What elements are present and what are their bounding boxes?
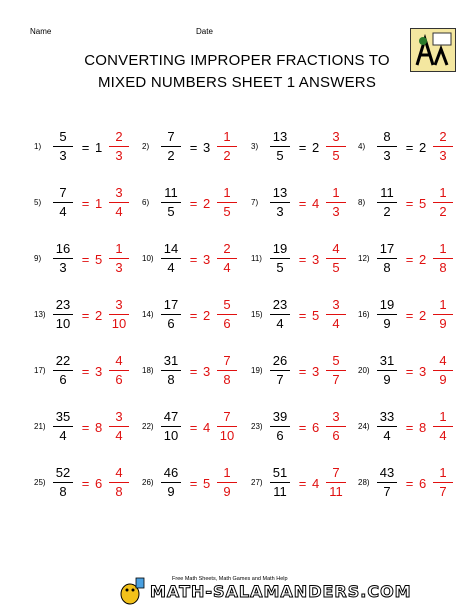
- fraction-denominator: 9: [439, 372, 447, 387]
- fraction-denominator: 4: [59, 204, 67, 219]
- improper-fraction: [374, 128, 400, 165]
- problem-number: 24): [358, 422, 370, 431]
- equals-whole: = 1: [81, 196, 103, 211]
- fraction-denominator: 5: [276, 148, 284, 163]
- whole-number: 4: [202, 420, 211, 435]
- improper-fraction: [267, 352, 293, 389]
- improper-fraction: [158, 296, 184, 333]
- fraction-numerator: 8: [383, 129, 391, 144]
- improper-fraction: [267, 184, 293, 221]
- problem-number: 17): [34, 366, 46, 375]
- equals-whole: = 2: [405, 252, 427, 267]
- problem-number: 6): [142, 198, 150, 207]
- fraction-numerator: 51: [272, 465, 288, 480]
- equals-whole: = 8: [405, 420, 427, 435]
- fraction-numerator: 26: [272, 353, 288, 368]
- whole-number: 3: [311, 364, 320, 379]
- answer-fraction: [106, 464, 132, 501]
- whole-number: 5: [418, 196, 427, 211]
- problem-number: 14): [142, 310, 154, 319]
- problem-row: [0, 352, 474, 394]
- fraction-numerator: 2: [115, 129, 123, 144]
- fraction-numerator: 3: [332, 409, 340, 424]
- fraction-numerator: 1: [439, 409, 447, 424]
- answer-fraction: [430, 464, 456, 501]
- fraction-denominator: 5: [332, 148, 340, 163]
- improper-fraction: [50, 408, 76, 445]
- fraction-numerator: 3: [332, 297, 340, 312]
- fraction-denominator: 2: [223, 148, 231, 163]
- fraction-denominator: 8: [223, 372, 231, 387]
- fraction-denominator: 8: [383, 260, 391, 275]
- improper-fraction: [50, 464, 76, 501]
- improper-fraction: [374, 464, 400, 501]
- problem-number: 7): [251, 198, 259, 207]
- fraction-denominator: 4: [276, 316, 284, 331]
- improper-fraction: [267, 464, 293, 501]
- fraction-numerator: 52: [55, 465, 71, 480]
- fraction-denominator: 7: [332, 372, 340, 387]
- equals-whole: = 3: [189, 252, 211, 267]
- fraction-numerator: 1: [439, 241, 447, 256]
- whole-number: 4: [311, 196, 320, 211]
- footer: [0, 572, 474, 607]
- salamander-logo-icon: [410, 28, 456, 72]
- fraction-numerator: 3: [115, 185, 123, 200]
- fraction-denominator: 4: [383, 428, 391, 443]
- whole-number: 5: [311, 308, 320, 323]
- fraction-denominator: 10: [219, 428, 235, 443]
- date-label: Date: [196, 27, 213, 36]
- whole-number: 6: [94, 476, 103, 491]
- fraction-numerator: 4: [439, 353, 447, 368]
- whole-number: 6: [418, 476, 427, 491]
- fraction-denominator: 3: [276, 204, 284, 219]
- answer-fraction: [430, 184, 456, 221]
- fraction-denominator: 5: [332, 260, 340, 275]
- problem-row: [0, 184, 474, 226]
- whole-number: 3: [202, 252, 211, 267]
- answer-fraction: [106, 128, 132, 165]
- problem-number: 19): [251, 366, 263, 375]
- whole-number: 4: [311, 476, 320, 491]
- fraction-denominator: 6: [223, 316, 231, 331]
- whole-number: 3: [418, 364, 427, 379]
- fraction-denominator: 4: [223, 260, 231, 275]
- fraction-numerator: 13: [272, 129, 288, 144]
- fraction-numerator: 31: [379, 353, 395, 368]
- equals-whole: = 3: [298, 364, 320, 379]
- fraction-numerator: 1: [223, 129, 231, 144]
- whole-number: 2: [311, 140, 320, 155]
- answer-fraction: [323, 240, 349, 277]
- fraction-denominator: 8: [167, 372, 175, 387]
- equals-whole: = 2: [81, 308, 103, 323]
- fraction-denominator: 3: [115, 148, 123, 163]
- fraction-denominator: 6: [332, 428, 340, 443]
- problem-row: [0, 408, 474, 450]
- improper-fraction: [158, 184, 184, 221]
- equals-whole: = 5: [405, 196, 427, 211]
- problem-number: 8): [358, 198, 366, 207]
- fraction-numerator: 17: [163, 297, 179, 312]
- whole-number: 1: [94, 196, 103, 211]
- fraction-denominator: 6: [59, 372, 67, 387]
- fraction-denominator: 8: [115, 484, 123, 499]
- fraction-numerator: 2: [223, 241, 231, 256]
- equals-whole: = 6: [405, 476, 427, 491]
- fraction-numerator: 4: [332, 241, 340, 256]
- answer-fraction: [214, 408, 240, 445]
- fraction-numerator: 3: [115, 409, 123, 424]
- fraction-denominator: 2: [383, 204, 391, 219]
- whole-number: 2: [418, 308, 427, 323]
- whole-number: 5: [202, 476, 211, 491]
- fraction-numerator: 5: [223, 297, 231, 312]
- salamander-mascot-icon: [118, 576, 146, 606]
- fraction-denominator: 7: [439, 484, 447, 499]
- improper-fraction: [158, 240, 184, 277]
- equals-whole: = 1: [81, 140, 103, 155]
- equals-whole: = 5: [298, 308, 320, 323]
- fraction-numerator: 7: [223, 353, 231, 368]
- problem-row: [0, 128, 474, 170]
- answer-fraction: [430, 296, 456, 333]
- whole-number: 2: [418, 252, 427, 267]
- equals-whole: = 5: [189, 476, 211, 491]
- equals-whole: = 4: [298, 196, 320, 211]
- fraction-denominator: 3: [59, 260, 67, 275]
- answer-fraction: [430, 408, 456, 445]
- answer-fraction: [106, 352, 132, 389]
- whole-number: 6: [311, 420, 320, 435]
- fraction-denominator: 5: [276, 260, 284, 275]
- problem-number: 4): [358, 142, 366, 151]
- fraction-denominator: 4: [167, 260, 175, 275]
- fraction-numerator: 1: [332, 185, 340, 200]
- fraction-denominator: 4: [332, 316, 340, 331]
- problem-number: 12): [358, 254, 370, 263]
- answer-fraction: [214, 296, 240, 333]
- improper-fraction: [374, 408, 400, 445]
- equals-whole: = 6: [81, 476, 103, 491]
- fraction-numerator: 4: [115, 353, 123, 368]
- page-title-line2: MIXED NUMBERS SHEET 1 ANSWERS: [97, 74, 377, 91]
- fraction-numerator: 19: [272, 241, 288, 256]
- answer-fraction: [106, 184, 132, 221]
- fraction-numerator: 16: [55, 241, 71, 256]
- answer-fraction: [106, 240, 132, 277]
- fraction-numerator: 35: [55, 409, 71, 424]
- fraction-numerator: 1: [223, 185, 231, 200]
- answer-fraction: [430, 352, 456, 389]
- improper-fraction: [267, 296, 293, 333]
- answer-fraction: [430, 128, 456, 165]
- whole-number: 2: [94, 308, 103, 323]
- fraction-denominator: 2: [167, 148, 175, 163]
- equals-whole: = 3: [298, 252, 320, 267]
- improper-fraction: [50, 296, 76, 333]
- problem-number: 25): [34, 478, 46, 487]
- equals-whole: = 2: [405, 308, 427, 323]
- problem-number: 23): [251, 422, 263, 431]
- problem-number: 16): [358, 310, 370, 319]
- problem-number: 15): [251, 310, 263, 319]
- equals-whole: = 3: [189, 364, 211, 379]
- fraction-denominator: 5: [167, 204, 175, 219]
- fraction-denominator: 7: [383, 484, 391, 499]
- answer-fraction: [323, 408, 349, 445]
- problem-number: 5): [34, 198, 42, 207]
- fraction-denominator: 4: [115, 428, 123, 443]
- equals-whole: = 3: [189, 140, 211, 155]
- equals-whole: = 3: [405, 364, 427, 379]
- problem-number: 3): [251, 142, 259, 151]
- name-label: Name: [30, 27, 52, 36]
- improper-fraction: [158, 464, 184, 501]
- equals-whole: = 4: [189, 420, 211, 435]
- whole-number: 8: [94, 420, 103, 435]
- answer-fraction: [323, 352, 349, 389]
- fraction-numerator: 31: [163, 353, 179, 368]
- fraction-numerator: 17: [379, 241, 395, 256]
- fraction-numerator: 39: [272, 409, 288, 424]
- answer-fraction: [106, 408, 132, 445]
- answer-fraction: [323, 296, 349, 333]
- fraction-denominator: 8: [59, 484, 67, 499]
- whole-number: 8: [418, 420, 427, 435]
- fraction-numerator: 13: [272, 185, 288, 200]
- fraction-numerator: 3: [332, 129, 340, 144]
- whole-number: 2: [202, 308, 211, 323]
- fraction-denominator: 3: [59, 148, 67, 163]
- improper-fraction: [374, 240, 400, 277]
- answer-fraction: [214, 184, 240, 221]
- fraction-numerator: 19: [379, 297, 395, 312]
- answer-fraction: [214, 128, 240, 165]
- improper-fraction: [374, 184, 400, 221]
- fraction-denominator: 8: [439, 260, 447, 275]
- fraction-numerator: 1: [115, 241, 123, 256]
- footer-logo-text: MATH-SALAMANDERS.COM: [150, 582, 412, 601]
- problem-number: 18): [142, 366, 154, 375]
- improper-fraction: [50, 240, 76, 277]
- equals-whole: = 2: [298, 140, 320, 155]
- fraction-denominator: 4: [115, 204, 123, 219]
- equals-whole: = 2: [189, 196, 211, 211]
- whole-number: 3: [94, 364, 103, 379]
- fraction-numerator: 5: [59, 129, 67, 144]
- problem-number: 20): [358, 366, 370, 375]
- whole-number: 3: [202, 364, 211, 379]
- answer-fraction: [214, 352, 240, 389]
- problem-row: [0, 240, 474, 282]
- problem-number: 28): [358, 478, 370, 487]
- fraction-numerator: 2: [439, 129, 447, 144]
- answer-fraction: [106, 296, 132, 333]
- fraction-numerator: 47: [163, 409, 179, 424]
- improper-fraction: [50, 184, 76, 221]
- answer-fraction: [214, 240, 240, 277]
- fraction-numerator: 1: [439, 297, 447, 312]
- improper-fraction: [374, 352, 400, 389]
- fraction-denominator: 2: [439, 204, 447, 219]
- fraction-numerator: 43: [379, 465, 395, 480]
- problem-number: 2): [142, 142, 150, 151]
- equals-whole: = 2: [405, 140, 427, 155]
- problem-number: 1): [34, 142, 42, 151]
- equals-whole: = 5: [81, 252, 103, 267]
- whole-number: 5: [94, 252, 103, 267]
- problem-number: 26): [142, 478, 154, 487]
- improper-fraction: [374, 296, 400, 333]
- fraction-numerator: 7: [223, 409, 231, 424]
- fraction-numerator: 4: [115, 465, 123, 480]
- whole-number: 2: [202, 196, 211, 211]
- answer-fraction: [214, 464, 240, 501]
- equals-whole: = 8: [81, 420, 103, 435]
- fraction-denominator: 10: [163, 428, 179, 443]
- fraction-numerator: 1: [439, 465, 447, 480]
- improper-fraction: [158, 128, 184, 165]
- fraction-denominator: 9: [383, 316, 391, 331]
- fraction-denominator: 3: [115, 260, 123, 275]
- answer-fraction: [430, 240, 456, 277]
- equals-whole: = 4: [298, 476, 320, 491]
- answer-fraction: [323, 128, 349, 165]
- fraction-denominator: 5: [223, 204, 231, 219]
- problem-row: [0, 464, 474, 506]
- fraction-numerator: 22: [55, 353, 71, 368]
- fraction-numerator: 11: [164, 185, 178, 200]
- whole-number: 3: [202, 140, 211, 155]
- problem-number: 27): [251, 478, 263, 487]
- fraction-denominator: 9: [167, 484, 175, 499]
- problem-number: 11): [251, 254, 262, 263]
- equals-whole: = 6: [298, 420, 320, 435]
- fraction-denominator: 11: [329, 484, 343, 499]
- problem-row: [0, 296, 474, 338]
- fraction-numerator: 3: [115, 297, 123, 312]
- fraction-denominator: 7: [276, 372, 284, 387]
- answer-fraction: [323, 184, 349, 221]
- improper-fraction: [158, 352, 184, 389]
- fraction-numerator: 5: [332, 353, 340, 368]
- improper-fraction: [50, 352, 76, 389]
- whole-number: 3: [311, 252, 320, 267]
- fraction-numerator: 1: [439, 185, 447, 200]
- fraction-numerator: 7: [59, 185, 67, 200]
- improper-fraction: [267, 240, 293, 277]
- fraction-denominator: 3: [439, 148, 447, 163]
- page-title-line1: CONVERTING IMPROPER FRACTIONS TO: [84, 52, 390, 69]
- whole-number: 2: [418, 140, 427, 155]
- fraction-denominator: 6: [276, 428, 284, 443]
- fraction-denominator: 10: [55, 316, 71, 331]
- problem-number: 21): [34, 422, 46, 431]
- fraction-numerator: 11: [380, 185, 394, 200]
- equals-whole: = 3: [81, 364, 103, 379]
- fraction-denominator: 9: [383, 372, 391, 387]
- equals-whole: = 2: [189, 308, 211, 323]
- problem-number: 9): [34, 254, 42, 263]
- improper-fraction: [267, 408, 293, 445]
- fraction-denominator: 10: [111, 316, 127, 331]
- improper-fraction: [158, 408, 184, 445]
- fraction-numerator: 33: [379, 409, 395, 424]
- fraction-numerator: 23: [55, 297, 71, 312]
- fraction-denominator: 4: [59, 428, 67, 443]
- fraction-numerator: 7: [332, 465, 340, 480]
- problem-number: 22): [142, 422, 154, 431]
- fraction-denominator: 4: [439, 428, 447, 443]
- fraction-numerator: 7: [167, 129, 175, 144]
- fraction-denominator: 6: [115, 372, 123, 387]
- answer-fraction: [323, 464, 349, 501]
- problem-number: 10): [142, 254, 154, 263]
- problem-number: 13): [34, 310, 46, 319]
- fraction-denominator: 11: [273, 484, 287, 499]
- fraction-numerator: 14: [163, 241, 179, 256]
- fraction-denominator: 3: [383, 148, 391, 163]
- footer-tagline: Free Math Sheets, Math Games and Math Help: [172, 576, 288, 582]
- fraction-numerator: 1: [223, 465, 231, 480]
- whole-number: 1: [94, 140, 103, 155]
- fraction-numerator: 46: [163, 465, 179, 480]
- improper-fraction: [50, 128, 76, 165]
- fraction-denominator: 6: [167, 316, 175, 331]
- fraction-numerator: 23: [272, 297, 288, 312]
- fraction-denominator: 3: [332, 204, 340, 219]
- fraction-denominator: 9: [439, 316, 447, 331]
- improper-fraction: [267, 128, 293, 165]
- fraction-denominator: 9: [223, 484, 231, 499]
